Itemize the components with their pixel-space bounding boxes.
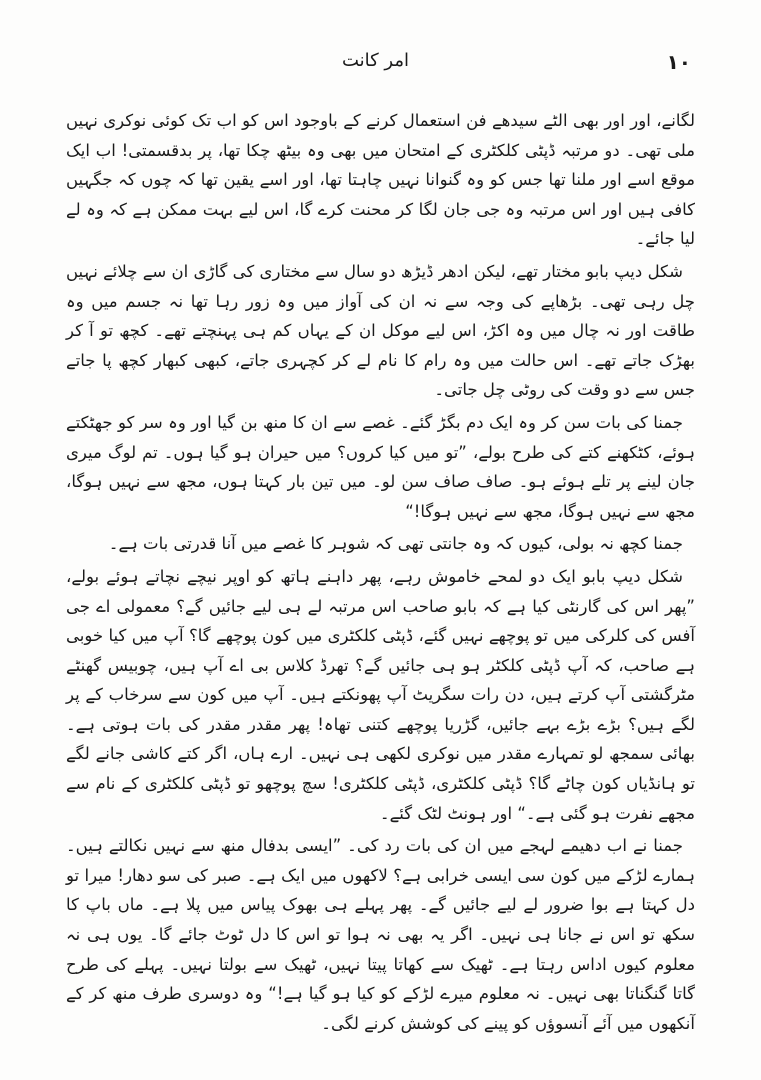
paragraph: جمنا کی بات سن کر وہ ایک دم بگڑ گئے۔ غصے سے ان کا منھ بن گیا اور وہ سر کو جھٹکتے ہوئے، کٹکھنے کتے کی طرح بولے، ”تو میں کیا کروں؟ میں حیران ہو گیا ہوں۔ تم لوگ میری جان لینے پر تلے ہوئے ہو۔ صاف صاف سن لو۔ میں تین بار کہتا ہوں، مجھ سے نہیں ہوگا، مجھ سے نہیں ہوگا، مجھ سے نہیں ہوگا!“ bbox=[66, 412, 695, 521]
paragraph: شکل دیپ بابو ایک دو لمحے خاموش رہے، پھر داہنے ہاتھ کو اوپر نیچے نچاتے ہوئے بولے، ”پھر اس کی گارنٹی کیا ہے کہ بابو صاحب اس مرتبہ لے ہی لیے جائیں گے؟ معمولی اے جی آفس کی کلرکی میں تو پوچھے نہیں گئے، ڈپٹی کلکٹری میں کون پوچھے گا؟ آپ میں کیا خوبی ہے صاحب، کہ آپ ڈپٹی کلکٹر ہو ہی جائیں گے؟ تھرڈ کلاس بی اے آپ ہیں، چوبیس گھنٹے مٹرگشتی آپ کرتے ہیں، دن رات سگریٹ آپ پھونکتے ہیں۔ آپ میں کون سے سرخاب کے پر لگے ہیں؟ بڑے بڑے بہے جائیں، گڑریا پوچھے کتنی تھاہ! پھر مقدر مقدر کی بات ہوتی ہے۔ بھائی سمجھ لو تمہارے مقدر میں نوکری لکھی ہی نہیں۔ ارے ہاں، اگر کتے کاشی جانے لگے تو ہانڈیاں کون چاٹے گا؟ ڈپٹی کلکٹری، ڈپٹی کلکٹری! سچ پوچھو تو ڈپٹی کلکٹری کے نام سے مجھے نفرت ہو گئی ہے۔“ اور ہونٹ لٹک گئے۔ bbox=[66, 566, 695, 823]
page-number: ١٠ bbox=[666, 50, 691, 74]
running-title: امر کانت bbox=[341, 50, 410, 71]
body-text bbox=[66, 106, 695, 1041]
page-header bbox=[60, 50, 691, 90]
paragraph: شکل دیپ بابو مختار تھے، لیکن ادھر ڈیڑھ دو سال سے مختاری کی گاڑی ان سے چلائے نہیں چل رہی تھی۔ بڑھاپے کی وجہ سے نہ ان کی آواز میں وہ زور رہا تھا نہ جسم میں وہ طاقت اور نہ چال میں وہ اکڑ، اس لیے موکل ان کے یہاں کم ہی پہنچتے تھے۔ کچھ تو آ کر بھڑک جاتے تھے۔ اس حالت میں وہ رام کا نام لے کر کچہری جاتے، کبھی کبھار کچھ پا جاتے جس سے دو وقت کی روٹی چل جاتی۔ bbox=[66, 261, 695, 400]
paragraph: جمنا نے اب دھیمے لہجے میں ان کی بات رد کی۔ ”ایسی بدفال منھ سے نہیں نکالتے ہیں۔ ہمارے لڑکے میں کون سی ایسی خرابی ہے؟ لاکھوں میں ایک ہے۔ صبر کی سو دھار! میرا تو دل کہتا ہے بوا ضرور لے لیے جائیں گے۔ پھر پہلے ہی بھوک پیاس میں پلا ہے۔ ماں باپ کا سکھ تو اس نے جانا ہی نہیں۔ اگر یہ بھی نہ ہوا تو اس کا دل ٹوٹ جائے گا۔ یوں ہی نہ معلوم کیوں اداس رہتا ہے۔ ٹھیک سے کھاتا پیتا نہیں، ٹھیک سے بولتا نہیں۔ پہلے کی طرح گاتا گنگناتا بھی نہیں۔ نہ معلوم میرے لڑکے کو کیا ہو گیا ہے!“ وہ دوسری طرف منھ کر کے آنکھوں میں آئے آنسوؤں کو پینے کی کوشش کرنے لگی۔ bbox=[66, 836, 695, 1033]
paragraph: لگانے، اور اور بھی الٹے سیدھے فن استعمال کرنے کے باوجود اس کو اب تک کوئی نوکری نہیں ملی تھی۔ دو مرتبہ ڈپٹی کلکٹری کے امتحان میں بھی وہ بیٹھ چکا تھا، پر بدقسمتی! اب ایک موقع اسے اور ملنا تھا جس کو وہ گنوانا نہیں چاہتا تھا، اور اسے یقین تھا کہ چوں کہ جگہیں کافی ہیں اور اس مرتبہ وہ جی جان لگا کر محنت کرے گا، اس لیے بہت ممکن ہے کہ وہ لے لیا جائے۔ bbox=[66, 111, 695, 249]
paragraph: جمنا کچھ نہ بولی، کیوں کہ وہ جانتی تھی کہ شوہر کا غصے میں آنا قدرتی بات ہے۔ bbox=[108, 534, 683, 554]
